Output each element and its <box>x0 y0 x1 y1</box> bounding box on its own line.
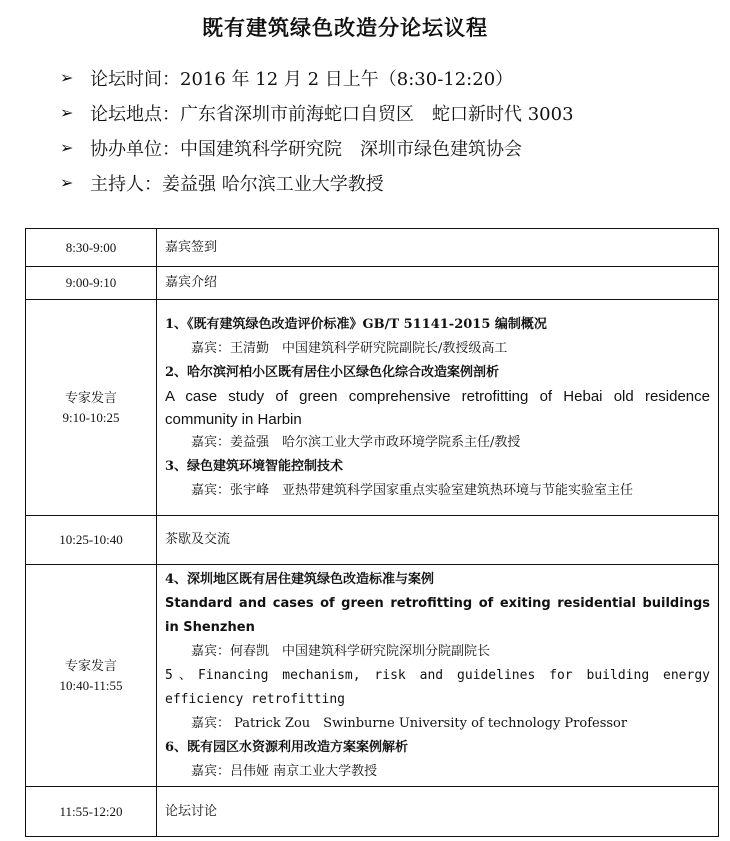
talk-english-title: Standard and cases of green retrofitting of exiting residential buildings in Shenzhen <box>165 595 710 635</box>
talk-title: 4、深圳地区既有居住建筑绿色改造标准与案例 <box>165 571 435 587</box>
info-row-time <box>60 60 574 95</box>
table-row <box>26 516 719 565</box>
time-cell <box>26 565 157 787</box>
talk-guest: 嘉宾：王清勤 中国建筑科学研究院副院长/教授级高工 <box>191 340 508 356</box>
content-cell: 论坛讨论 <box>157 787 719 837</box>
info-row-organizer <box>60 130 574 165</box>
content-cell: 嘉宾签到 <box>157 229 719 267</box>
table-row <box>26 267 719 300</box>
forum-co-organizers: 协办单位：中国建筑科学研究院 深圳市绿色建筑协会 <box>90 138 522 160</box>
session-label: 专家发言 <box>64 389 117 405</box>
time-cell <box>26 300 157 516</box>
agenda-table <box>25 228 719 837</box>
arrow-bullet-icon: ➢ <box>60 173 74 192</box>
session-label: 专家发言 <box>64 657 117 673</box>
content-cell <box>157 300 719 516</box>
info-row-host <box>60 165 574 200</box>
arrow-bullet-icon: ➢ <box>60 68 74 87</box>
arrow-bullet-icon: ➢ <box>60 138 74 157</box>
page-title: 既有建筑绿色改造分论坛议程 <box>202 15 488 40</box>
content-cell <box>157 565 719 787</box>
talk-title: 3、绿色建筑环境智能控制技术 <box>165 458 344 474</box>
talk-title: 6、既有园区水资源利用改造方案案例解析 <box>165 739 409 755</box>
content-cell: 茶歇及交流 <box>157 516 719 565</box>
forum-host: 主持人：姜益强 哈尔滨工业大学教授 <box>90 173 384 195</box>
table-row <box>26 787 719 837</box>
arrow-bullet-icon: ➢ <box>60 103 74 122</box>
time-cell: 9:00-9:10 <box>26 267 157 300</box>
talk-guest: 嘉宾：何春凯 中国建筑科学研究院深圳分院副院长 <box>191 643 491 659</box>
session-time: 9:10-10:25 <box>62 409 120 425</box>
table-row <box>26 300 719 516</box>
session-time: 10:40-11:55 <box>59 677 123 693</box>
content-cell: 嘉宾介绍 <box>157 267 719 300</box>
talk-title: 5、Financing mechanism, risk and guidelines for building energy efficiency retrofitting <box>165 667 710 707</box>
table-row <box>26 229 719 267</box>
talk-guest: 嘉宾： Patrick Zou Swinburne University of technology Professor <box>191 715 628 731</box>
time-cell: 10:25-10:40 <box>26 516 157 565</box>
talk-guest: 嘉宾：吕伟娅 南京工业大学教授 <box>191 763 378 779</box>
table-row <box>26 565 719 787</box>
talk-guest: 嘉宾：姜益强 哈尔滨工业大学市政环境学院系主任/教授 <box>191 434 521 450</box>
info-row-location <box>60 95 574 130</box>
talk-guest: 嘉宾：张宇峰 亚热带建筑科学国家重点实验室建筑热环境与节能实验室主任 <box>191 482 634 498</box>
forum-time: 论坛时间：2016 年 12 月 2 日上午（8:30-12:20） <box>90 68 514 90</box>
talk-title: 2、哈尔滨河柏小区既有居住小区绿色化综合改造案例剖析 <box>165 364 500 380</box>
forum-location: 论坛地点：广东省深圳市前海蛇口自贸区 蛇口新时代 3003 <box>90 103 574 125</box>
talk-english-title: A case study of green comprehensive retrofitting of Hebai old residence community in Harbin <box>165 387 710 428</box>
time-cell: 11:55-12:20 <box>26 787 157 837</box>
talk-title: 1、《既有建筑绿色改造评价标准》GB/T 51141-2015 编制概况 <box>165 316 547 332</box>
forum-info-list <box>60 60 574 200</box>
time-cell: 8:30-9:00 <box>26 229 157 267</box>
